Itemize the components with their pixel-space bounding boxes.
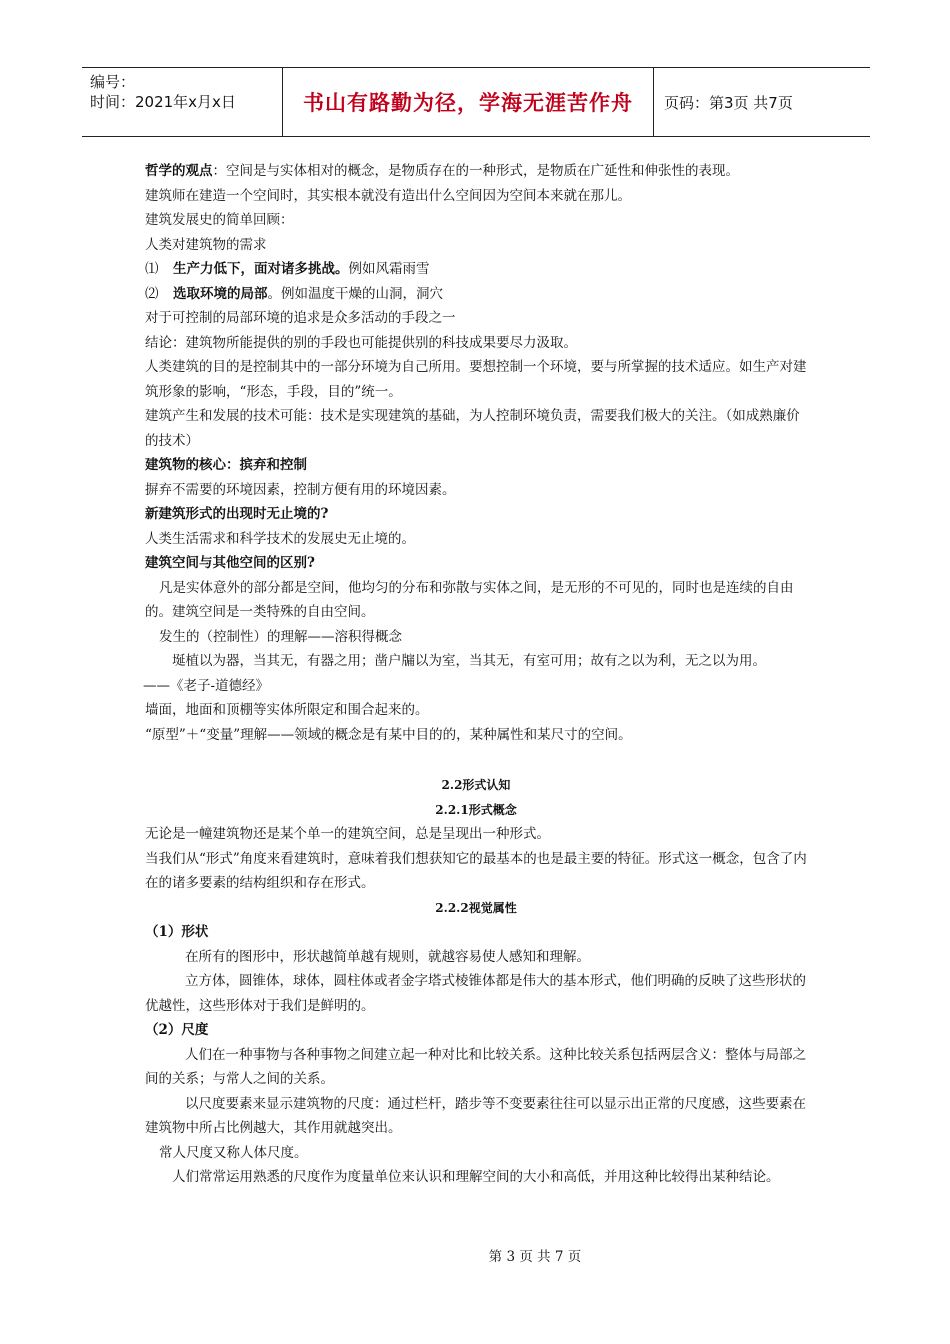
paragraph: 建筑产生和发展的技术可能：技术是实现建筑的基础，为人控制环境负责，需要我们极大的关注。（如成熟廉价的技术） (145, 408, 800, 449)
paragraph: 结论：建筑物所能提供的别的手段也可能提供别的科技成果要尽力汲取。 (145, 334, 577, 351)
list-number: ⑴ (145, 261, 159, 277)
paragraph: 人类建筑的目的是控制其中的一部分环境为自己所用。要想控制一个环境，要与所掌握的技术适应。如生产对建筑形象的影响，“形态，手段，目的”统一。 (145, 359, 807, 400)
paragraph (145, 159, 807, 184)
paragraph: 凡是实体意外的部分都是空间，他均匀的分布和弥散与实体之间，是无形的不可见的，同时也是连续的自由的。建筑空间是一类特殊的自由空间。 (145, 579, 794, 620)
paragraph: 发生的（控制性）的理解——溶积得概念 (159, 628, 402, 645)
paragraph: 人类对建筑物的需求 (145, 236, 267, 253)
subsection-heading: 2.2.1形式概念 (435, 802, 517, 817)
quote: 埏植以为器，当其无，有器之用；凿户牖以为室，当其无，有室可用；故有之以为利，无之以为用。 (172, 653, 766, 669)
bold-term: 生产力低下，面对诸多挑战。 (173, 261, 349, 277)
subsection-heading: 2.2.2视觉属性 (435, 900, 517, 915)
bold-term: 选取环境的局部 (173, 285, 268, 302)
paragraph: 人们在一种事物与各种事物之间建立起一种对比和比较关系。这种比较关系包括两层含义：整体与局部之间的关系；与常人之间的关系。 (145, 1046, 806, 1087)
list-item (145, 257, 807, 282)
list-item (145, 282, 807, 307)
list-number: ⑵ (145, 285, 159, 302)
paragraph: 人类生活需求和科学技术的发展史无止境的。 (145, 530, 415, 547)
paragraph: 以尺度要素来显示建筑物的尺度：通过栏杆，踏步等不变要素往往可以显示出正常的尺度感，这些要素在建筑物中所占比例越大，其作用就越突出。 (145, 1095, 806, 1136)
page-header (82, 67, 870, 137)
serial-label: 编号： (90, 73, 136, 91)
paragraph: 建筑师在建造一个空间时，其实根本就没有造出什么空间因为空间本来就在那儿。 (145, 187, 631, 204)
item-heading: （2）尺度 (145, 1022, 209, 1038)
bold-heading: 建筑物的核心：摈弃和控制 (145, 457, 307, 473)
header-page-info: 页码：第3页 共7页 (664, 93, 793, 112)
paragraph-text: 。例如温度干燥的山洞，洞穴 (267, 285, 443, 302)
bold-heading: 新建筑形式的出现时无止境的? (145, 506, 329, 522)
paragraph: 常人尺度又称人体尺度。 (159, 1144, 308, 1161)
paragraph: 当我们从“形式”角度来看建筑时，意味着我们想获知它的最基本的也是最主要的特征。形式这一概念，包含了内在的诸多要素的结构组织和存在形式。 (145, 850, 807, 891)
header-motto: 书山有路勤为径，学海无涯苦作舟 (282, 68, 654, 136)
paragraph: 对于可控制的局部环境的追求是众多活动的手段之一 (145, 310, 456, 326)
quote-source: ——《老子-道德经》 (143, 677, 270, 694)
paragraph: 摒弃不需要的环境因素，控制方便有用的环境因素。 (145, 481, 456, 498)
paragraph-text: ：空间是与实体相对的概念，是物质存在的一种形式，是物质在广延性和伸张性的表现。 (212, 163, 739, 179)
bold-heading: 建筑空间与其他空间的区别? (145, 555, 315, 571)
paragraph-text: 例如风霜雨雪 (348, 261, 430, 277)
paragraph: 无论是一幢建筑物还是某个单一的建筑空间，总是呈现出一种形式。 (145, 826, 550, 842)
paragraph: 墙面，地面和顶棚等实体所限定和围合起来的。 (145, 702, 429, 718)
item-heading: （1）形状 (145, 924, 209, 940)
paragraph: 人们常常运用熟悉的尺度作为度量单位来认识和理解空间的大小和高低，并用这种比较得出某种结论。 (172, 1169, 780, 1185)
time-label: 时间：2021年x月x日 (90, 93, 236, 111)
page-footer: 第 3 页 共 7 页 (488, 1249, 582, 1265)
paragraph: 建筑发展史的简单回顾： (145, 212, 294, 228)
document-body (145, 159, 807, 1190)
paragraph: 在所有的图形中，形状越简单越有规则，就越容易使人感知和理解。 (185, 948, 590, 965)
paragraph: “原型”＋“变量”理解——领域的概念是有某中目的的，某种属性和某尺寸的空间。 (145, 726, 632, 743)
bold-term: 哲学的观点 (145, 163, 213, 179)
header-meta (82, 68, 282, 136)
paragraph: 立方体，圆锥体，球体，圆柱体或者金字塔式棱锥体都是伟大的基本形式，他们明确的反映了这些形状的优越性，这些形体对于我们是鲜明的。 (145, 973, 806, 1014)
section-heading: 2.2形式认知 (441, 778, 511, 792)
